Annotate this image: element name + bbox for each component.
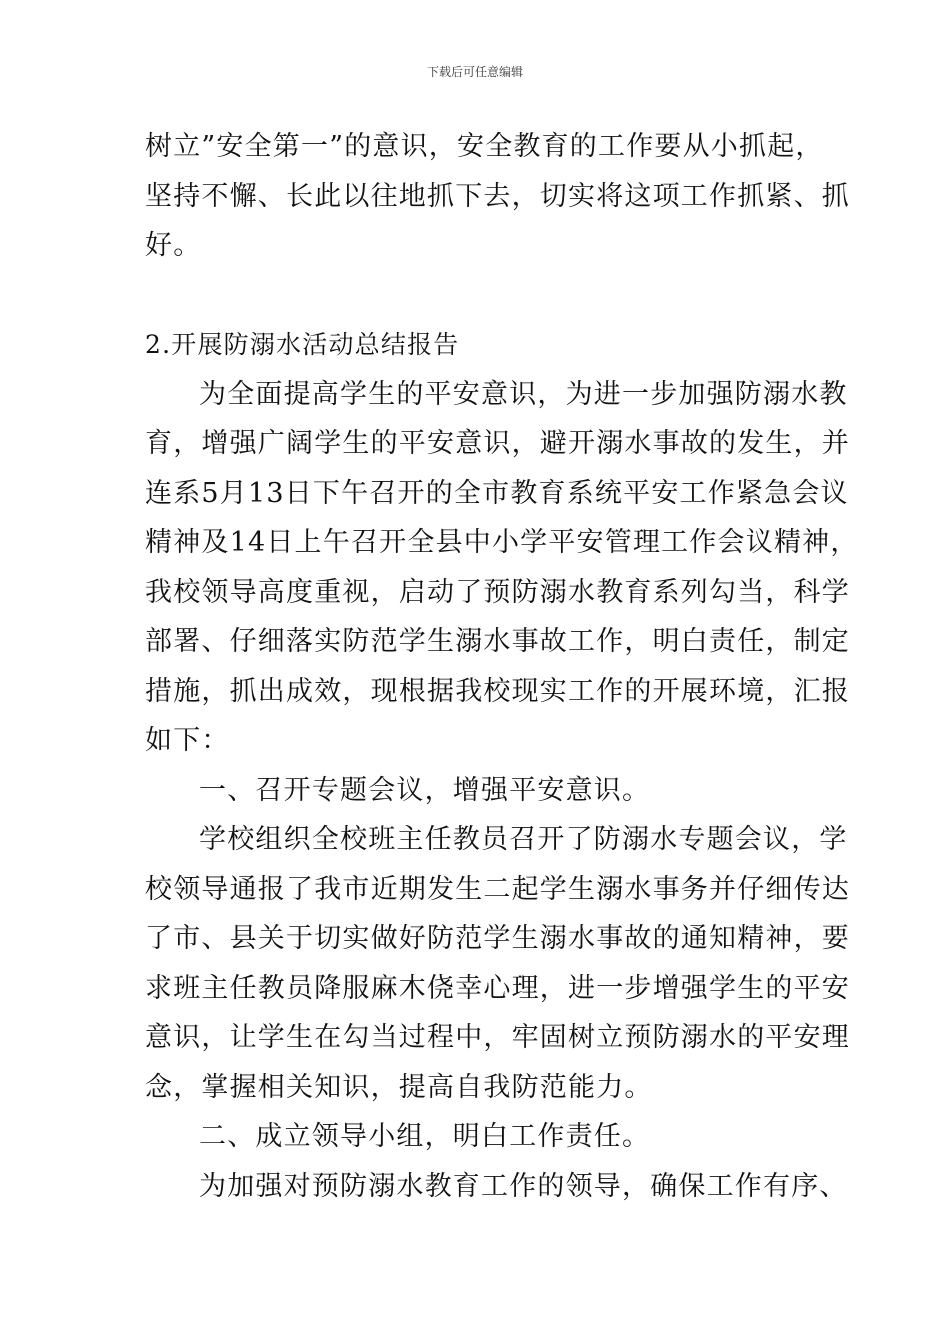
- paragraph-1-line-7: 措施，抓出成效，现根据我校现实工作的开展环境，汇报: [145, 675, 850, 707]
- paragraph-1-line-2: 育，增强广阔学生的平安意识，避开溺水事故的发生，并: [145, 428, 850, 459]
- paragraph-1-line-5: 我校领导高度重视，启动了预防溺水教育系列勾当，科学: [145, 576, 850, 608]
- paragraph-2-line-1: 学校组织全校班主任教员召开了防溺水专题会议，学: [199, 824, 848, 855]
- paragraph-1-line-6: 部署、仔细落实防范学生溺水事故工作，明白责任，制定: [145, 626, 850, 657]
- intro-line-3: 好。: [145, 230, 202, 261]
- intro-line-1: 树立”安全第一”的意识，安全教育的工作要从小抓起，: [145, 131, 824, 162]
- paragraph-3-line-1: 为加强对预防溺水教育工作的领导，确保工作有序、: [199, 1170, 848, 1202]
- paragraph-2-line-2: 校领导通报了我市近期发生二起学生溺水事务并仔细传达: [145, 873, 850, 905]
- subheading-1: 一、召开专题会议，增强平安意识。: [199, 774, 651, 806]
- paragraph-1-line-1: 为全面提高学生的平安意识，为进一步加强防溺水教: [199, 378, 848, 410]
- paragraph-1-line-8: 如下：: [145, 725, 230, 756]
- page-header-note: 下载后可任意编辑: [426, 65, 523, 79]
- paragraph-2-line-5: 意识，让学生在勾当过程中，牢固树立预防溺水的平安理: [145, 1022, 850, 1053]
- paragraph-1-line-4: 精神及14日上午召开全县中小学平安管理工作会议精神，: [145, 527, 859, 558]
- paragraph-2-line-6: 念，掌握相关知识，提高自我防范能力。: [145, 1071, 653, 1103]
- paragraph-gap: [145, 271, 807, 321]
- paragraph-1-line-3: 连系5月13日下午召开的全市教育系统平安工作紧急会议: [145, 477, 849, 509]
- section-title: 2.开展防溺水活动总结报告: [145, 330, 460, 359]
- paragraph-2-line-3: 了市、县关于切实做好防范学生溺水事故的通知精神，要: [145, 923, 850, 954]
- subheading-2: 二、成立领导小组，明白工作责任。: [199, 1121, 651, 1152]
- paragraph-2-line-4: 求班主任教员降服麻木侥幸心理，进一步增强学生的平安: [145, 972, 850, 1004]
- intro-line-2: 坚持不懈、长此以往地抓下去，切实将这项工作抓紧、抓: [145, 180, 850, 212]
- document-body: [145, 122, 859, 1211]
